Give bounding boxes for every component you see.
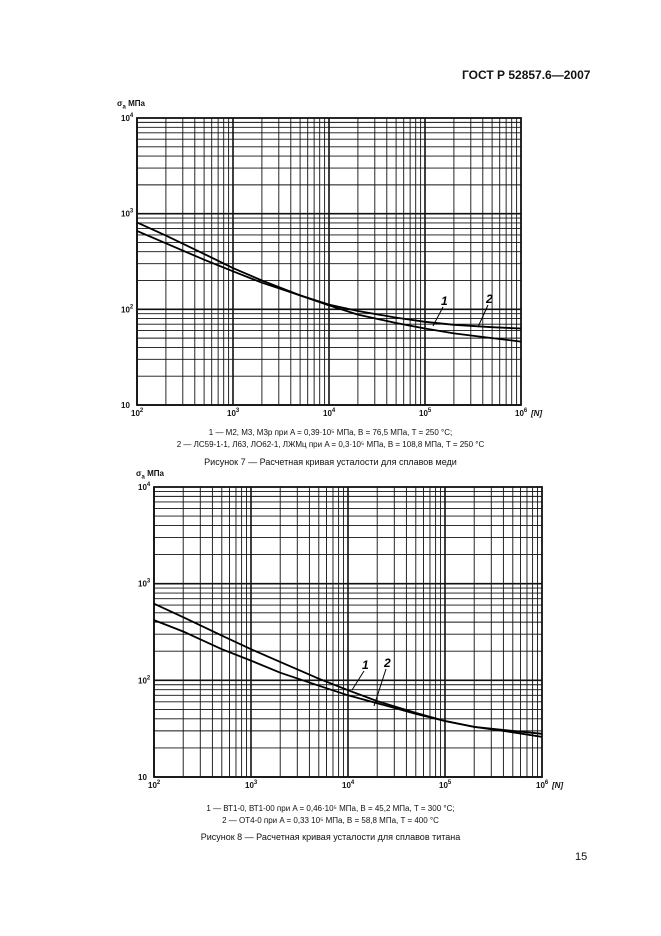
fig8-y-label-symbol: σ xyxy=(136,469,142,478)
fig8-chart xyxy=(138,482,563,790)
fig8-y-tick-label: $10^2$ xyxy=(138,675,151,686)
fig8-x-tick-label: $10^2$ xyxy=(148,780,161,790)
fig7-y-label-sub: a xyxy=(122,104,126,111)
fig8-series-2-leader xyxy=(374,669,386,706)
fig7-title: Рисунок 7 — Расчетная кривая усталости для сплавов меди xyxy=(204,457,457,467)
fig8-y-tick-label: $10^3$ xyxy=(138,578,151,589)
fig7-y-tick-label: $10^3$ xyxy=(121,208,134,219)
fig7-y-label-unit: МПа xyxy=(128,99,145,108)
fig7-y-tick-label: 10 xyxy=(121,401,130,410)
fig8-y-label-sub: a xyxy=(141,474,145,481)
fig8-title: Рисунок 8 — Расчетная кривая усталости для сплавов титана xyxy=(200,832,461,842)
fig7-y-tick-label: $10^4$ xyxy=(121,113,134,123)
fig8-legend-line-2: 2 — ОТ4-0 при A = 0,33 10⁵ МПа, B = 58,8 МПа, T = 400 °С xyxy=(222,816,439,825)
document-header: ГОСТ Р 52857.6—2007 xyxy=(462,68,591,82)
fig8-legend-line-1: 1 — ВТ1-0, ВТ1-00 при A = 0,46·10⁵ МПа, B = 45,2 МПа, T = 300 °С; xyxy=(206,804,455,813)
fig8-x-tick-label: $10^5$ xyxy=(439,780,452,790)
fig8-x-tick-label: $10^4$ xyxy=(342,780,355,790)
fig7-legend-line-2: 2 — ЛС59-1-1, Л63, ЛО62-1, ЛЖМц при A = 0,3·10⁵ МПа, B = 108,8 МПа, T = 250 °С xyxy=(176,440,485,449)
fig7-chart xyxy=(121,113,542,418)
fig7-series-2-label: 2 xyxy=(486,292,493,306)
fig8-series-2-label: 2 xyxy=(384,656,391,670)
fig8-y-label-unit: МПа xyxy=(147,469,164,478)
fig8-x-axis-label: [N] xyxy=(552,781,564,790)
fig7-x-tick-label: $10^2$ xyxy=(131,408,144,418)
fig7-x-axis-label: [N] xyxy=(531,409,543,418)
page-number: 15 xyxy=(575,851,588,863)
fig8-series-1-label: 1 xyxy=(362,658,369,672)
fig7-x-tick-label: $10^6$ xyxy=(515,408,528,418)
fig7-x-tick-label: $10^5$ xyxy=(419,408,432,418)
fig8-x-tick-label: $10^3$ xyxy=(245,780,258,790)
fig8-y-tick-label: $10^4$ xyxy=(138,482,151,492)
fig7-x-tick-label: $10^3$ xyxy=(227,408,240,418)
fig8-x-tick-label: $10^6$ xyxy=(536,780,549,790)
fig7-legend-line-1: 1 — М2, М3, М3р при A = 0,39·10⁵ МПа, B = 76,5 МПа, T = 250 °С; xyxy=(208,428,453,437)
fig7-series-1-label: 1 xyxy=(441,294,448,308)
fig7-x-tick-label: $10^4$ xyxy=(323,408,336,418)
fig7-y-tick-label: $10^2$ xyxy=(121,304,134,315)
fig8-y-tick-label: 10 xyxy=(138,773,147,782)
fig7-y-label-symbol: σ xyxy=(117,99,123,108)
